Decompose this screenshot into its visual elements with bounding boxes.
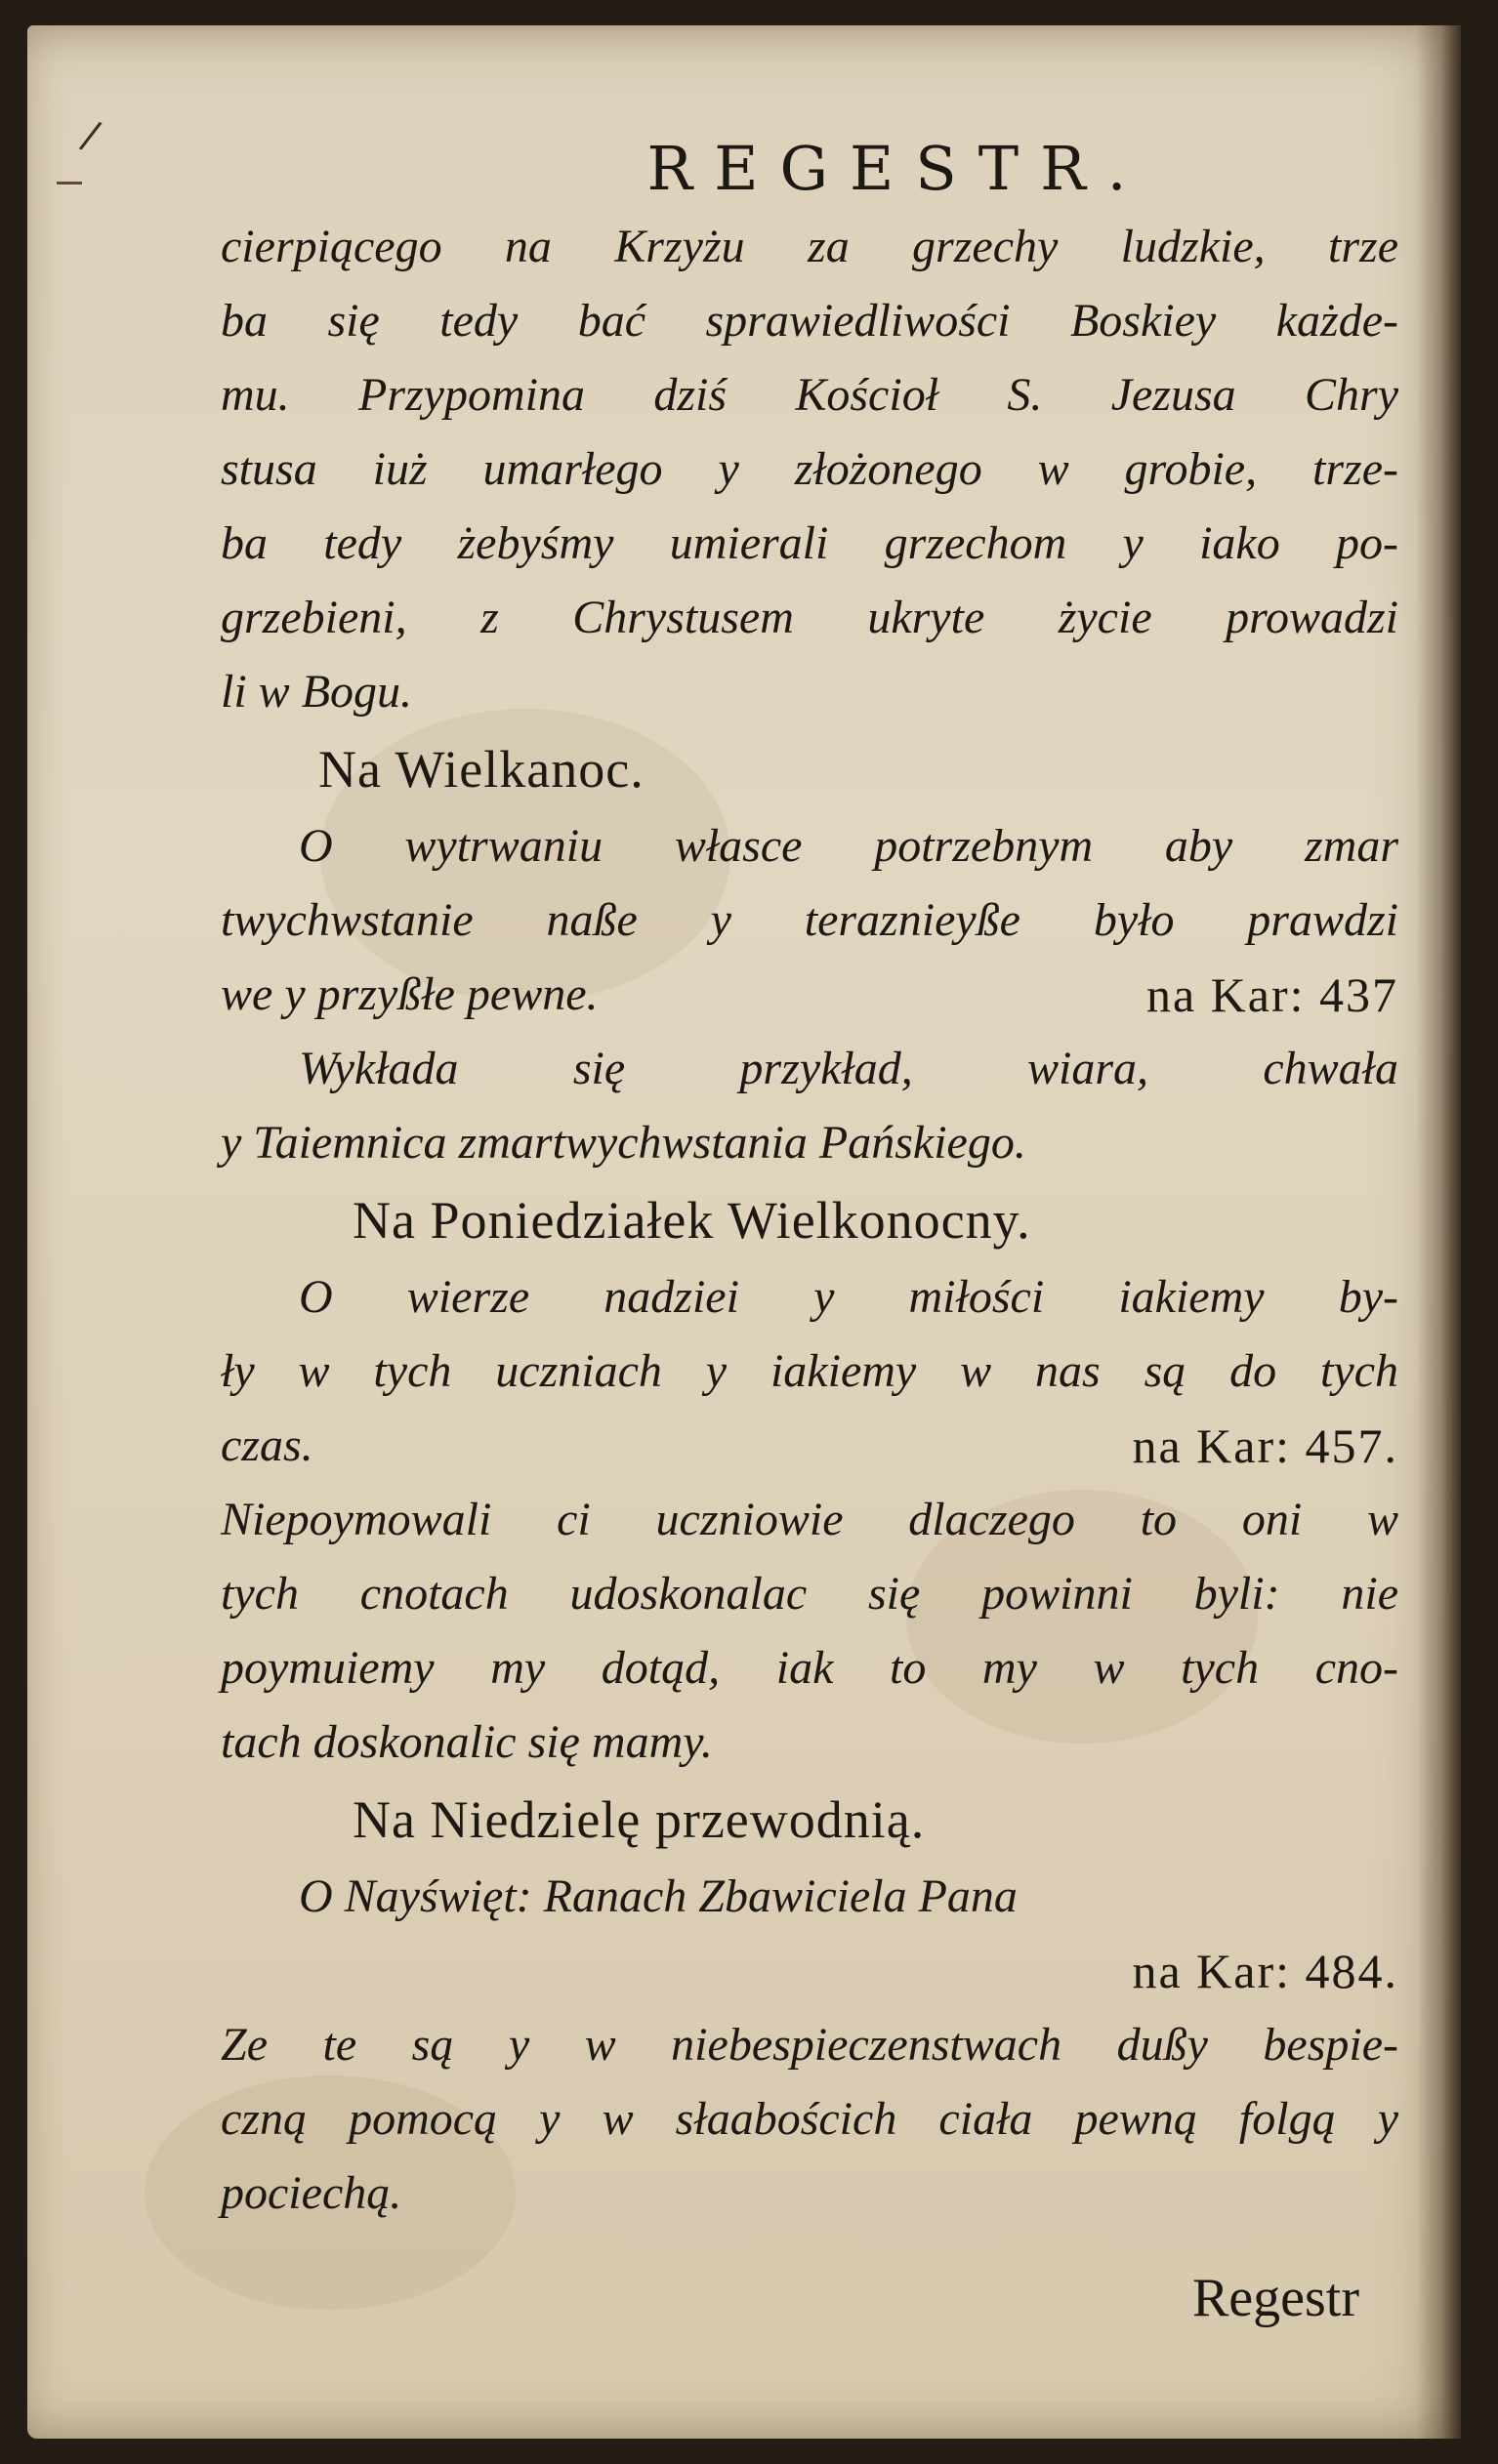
text-line: O wierze nadziei y miłości iakiemy by-: [299, 1271, 1398, 1323]
text-line: y Taiemnica zmartwychwstania Pańskiego.: [221, 1117, 1026, 1169]
text-line: tach doskonalic się mamy.: [221, 1716, 713, 1768]
text-line: stusa iuż umarłego y złożonego w grobie, trze-: [221, 443, 1398, 495]
text-line: li w Bogu.: [221, 666, 413, 718]
text-line: ły w tych uczniach y iakiemy w nas są do tych: [221, 1345, 1398, 1397]
text-fragment: czas.: [221, 1419, 313, 1471]
section-title: Na Poniedziałek Wielkonocny.: [353, 1191, 1031, 1250]
text-line: mu. Przypomina dziś Kościoł S. Jezusa Chry: [221, 369, 1398, 421]
text-line: Niepoymowali ci uczniowie dlaczego to oni w: [221, 1494, 1398, 1545]
text-line: grzebieni, z Chrystusem ukryte życie prowadzi: [221, 592, 1398, 643]
margin-dash: [57, 182, 82, 185]
text-line: tych cnotach udoskonalac się powinni byli: nie: [221, 1568, 1398, 1620]
section-title: Na Wielkanoc.: [318, 740, 645, 799]
book-page: [27, 25, 1461, 2439]
page-reference: na Kar: 457.: [1132, 1418, 1398, 1473]
book-gutter: [1416, 25, 1461, 2439]
text-line: pociechą.: [221, 2167, 402, 2219]
catchword: Regestr: [1191, 2268, 1359, 2328]
text-line: cierpiącego na Krzyżu za grzechy ludzkie, trze: [221, 221, 1398, 272]
text-fragment: we y przyßłe pewne.: [221, 968, 599, 1020]
text-line: O wytrwaniu własce potrzebnym aby zmar: [299, 820, 1398, 872]
text-line: poymuiemy my dotąd, iak to my w tych cno-: [221, 1642, 1398, 1694]
text-block: [221, 133, 1398, 2342]
corner-mark: /: [76, 112, 104, 159]
text-line: ba tedy żebyśmy umierali grzechom y iako po-: [221, 517, 1398, 569]
text-line: [221, 958, 1398, 1032]
text-line: O Nayświęt: Ranach Zbawiciela Pana: [299, 1870, 1018, 1922]
text-line: Wykłada się przykład, wiara, chwała: [299, 1043, 1398, 1094]
text-line: twychwstanie naße y teraznieyße było prawdzi: [221, 894, 1398, 946]
section-title: Na Niedzielę przewodnią.: [353, 1790, 926, 1849]
text-line: Ze te są y w niebespieczenstwach dußy bespie-: [221, 2019, 1398, 2071]
text-line: [221, 1409, 1398, 1483]
page-reference: na Kar: 484.: [1132, 1944, 1398, 1998]
text-line: czną pomocą y w słaabościch ciała pewną folgą y: [221, 2093, 1398, 2145]
text-line: ba się tedy bać sprawiedliwości Boskiey każde-: [221, 295, 1398, 347]
page-header: REGESTR.: [646, 133, 1148, 204]
page-reference: na Kar: 437: [1145, 967, 1398, 1022]
